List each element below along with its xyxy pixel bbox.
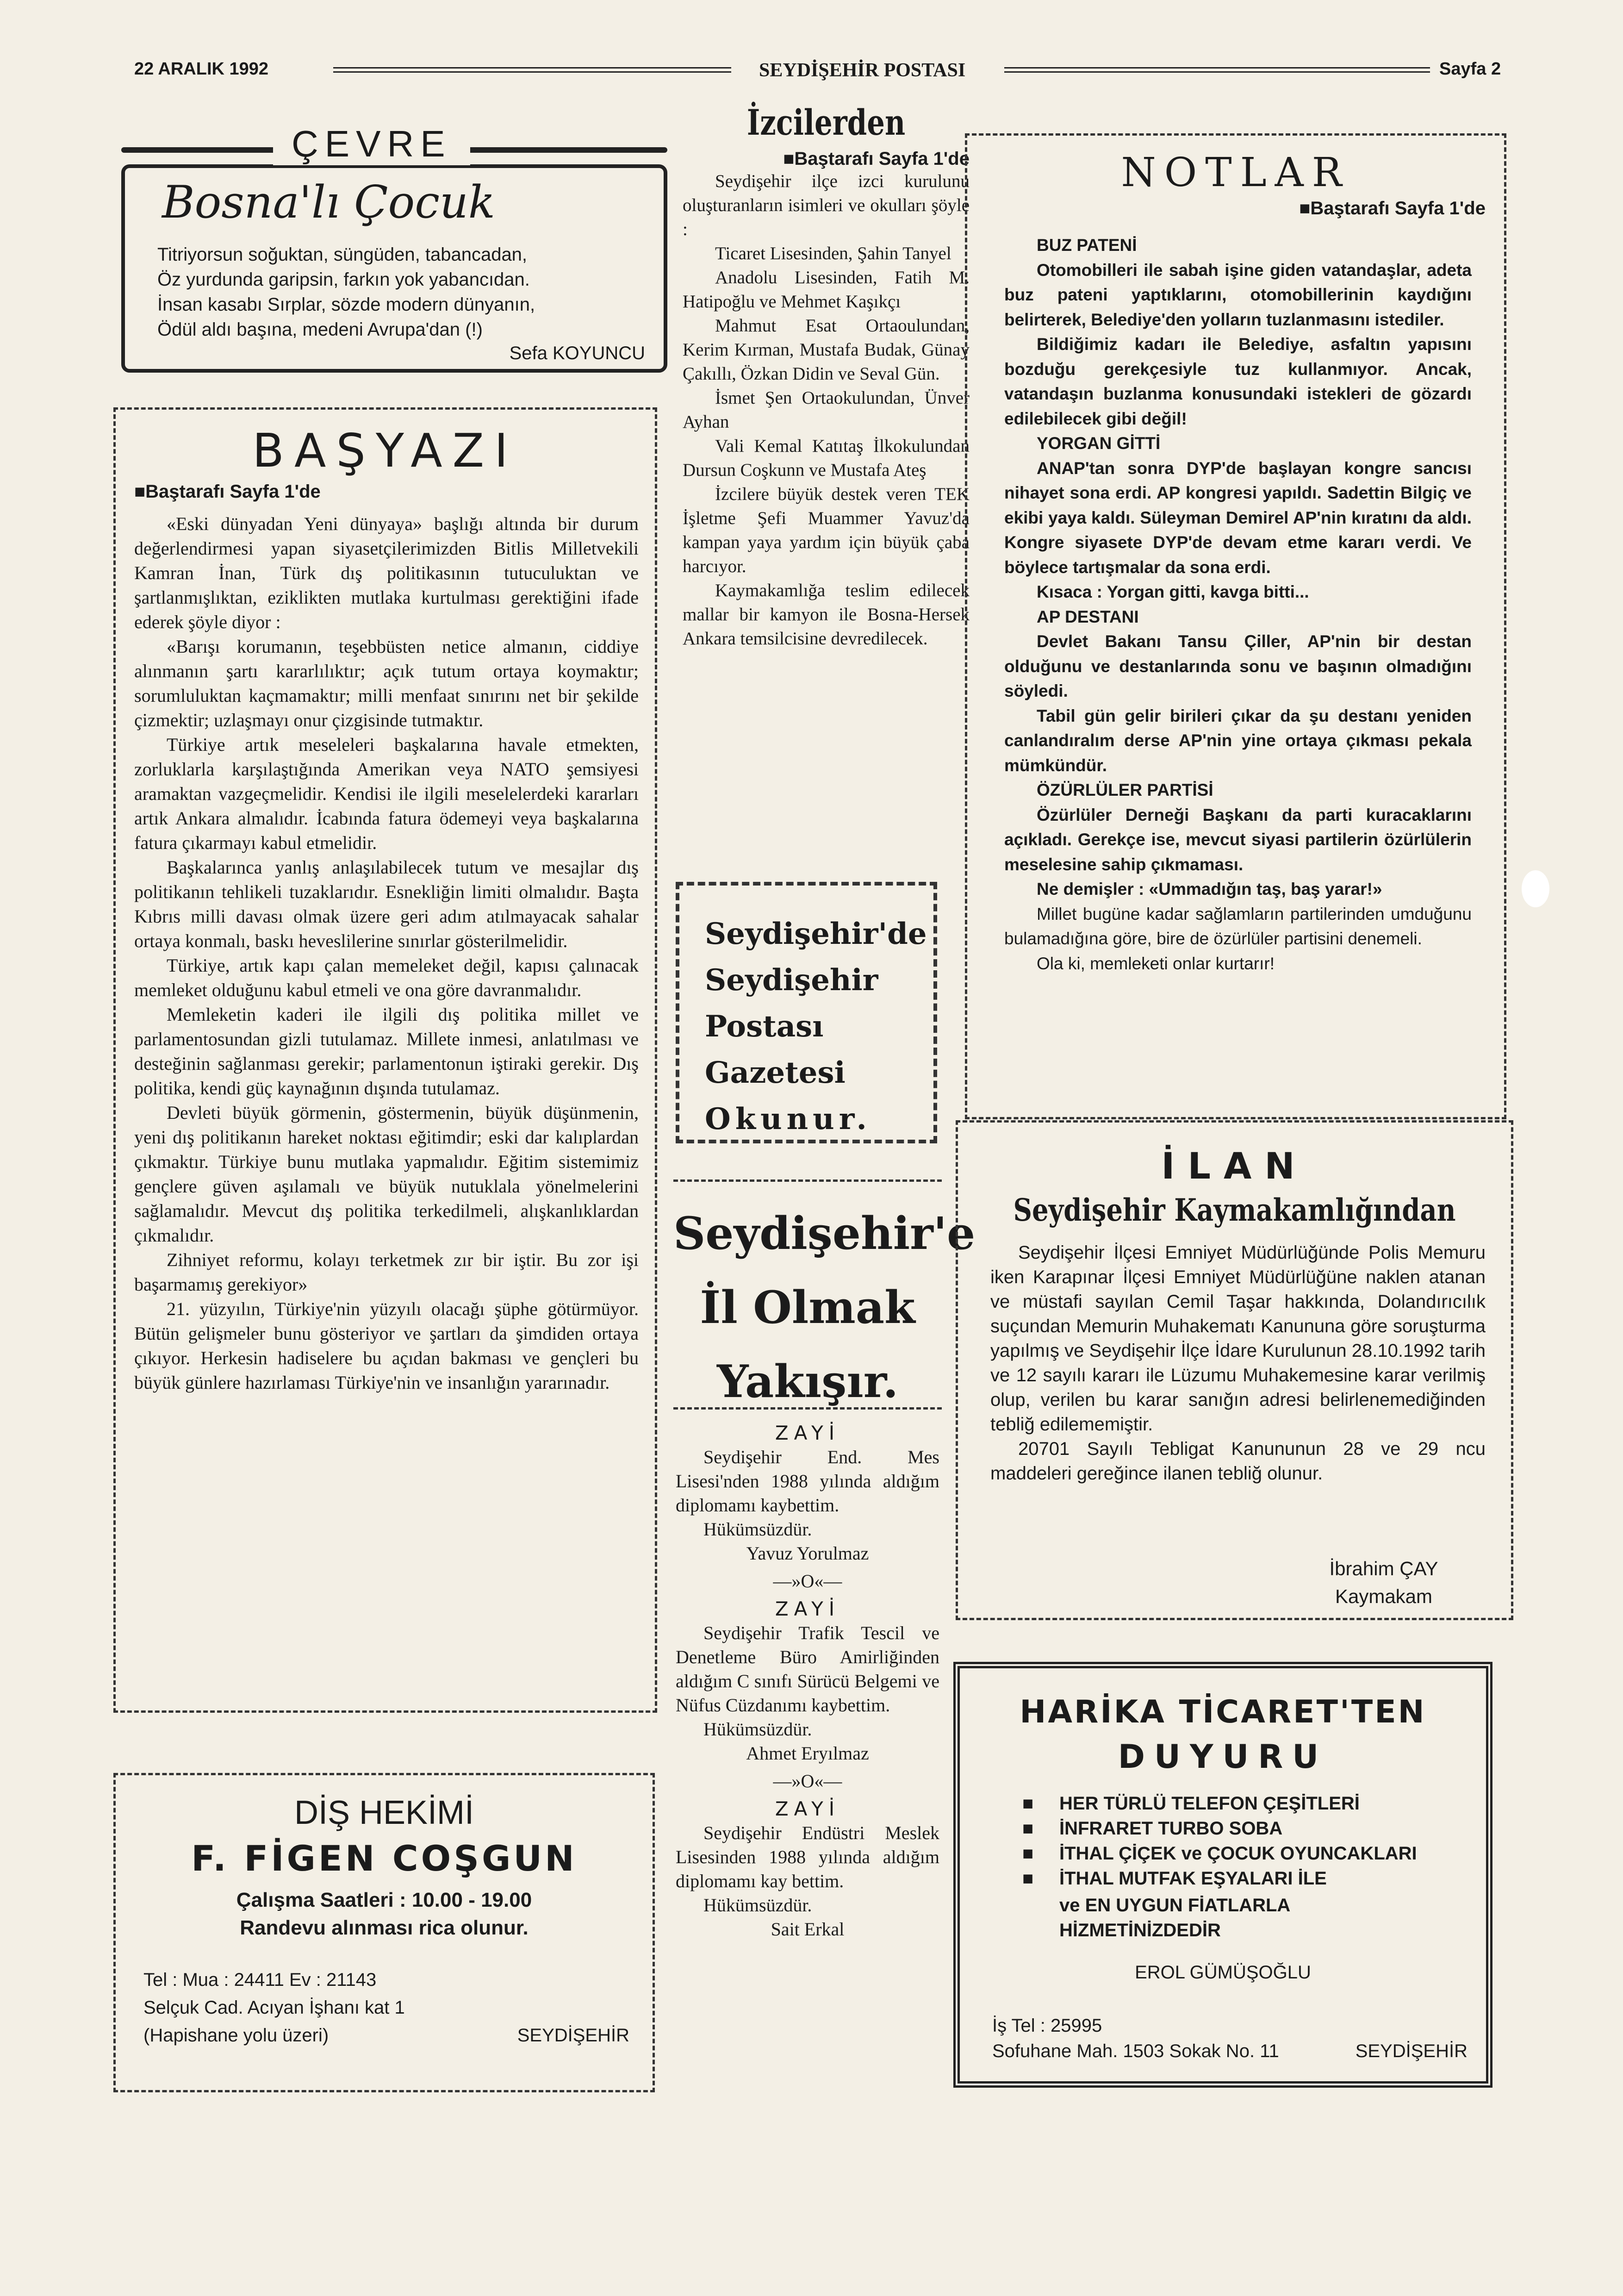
dentist-city: SEYDİŞEHİR (517, 2025, 629, 2046)
harika-extra-line: HİZMETİNİZDEDİR (1059, 1920, 1221, 1940)
ilan-role: Kaymakam (1335, 1585, 1433, 1607)
harika-phone: İş Tel : 25995 (992, 2015, 1102, 2036)
basyazi-title: BAŞYAZI (252, 424, 518, 478)
izciler-article (683, 102, 970, 651)
notlar-body (1004, 233, 1472, 976)
notlar-box (965, 133, 1506, 1119)
paragraph: 20701 Sayılı Tebligat Kanununun 28 ve 29 ncu maddeleri gereğince ilanen tebliğ olunur. (990, 1439, 1486, 1484)
paragraph: ANAP'tan sonra DYP'de başlayan kongre sancısı nihayet sona erdi. AP kongresi yapıldı. Sadettin Bilgiç ve ekibi yaya kaldı. Süleyman Demirel AP'nin kıratını da aldı. Kongre siyasete DYP'de devam etme kararı verdi. Ve böylece tartışmalar da sona erdi. (1004, 458, 1472, 577)
separator: —»O«— (773, 1571, 842, 1591)
paragraph: Vali Kemal Katıtaş İlkokulundan Dursun Coşkunn ve Mustafa Ateş (683, 436, 970, 480)
zayi-hukum: Hükümsüzdür. (703, 1895, 812, 1915)
okunur-line: Okunur. (705, 1102, 871, 1136)
paragraph: Bildiğimiz kadarı ile Belediye, asfaltın yapısını bozduğu gerekçesiyle tuz kullanmıyor. Ancak, vatandaşın buzlanma konusundaki istekleri de gözardı edilebilecek gibi değil! (1004, 335, 1472, 428)
newspaper-name: SEYDİŞEHİR POSTASI (759, 60, 966, 81)
basyazi-box (113, 407, 657, 1713)
slogan-bottom-rule (673, 1407, 942, 1410)
notlar-heading: BUZ PATENİ (1037, 236, 1137, 255)
dentist-title: DİŞ HEKİMİ (294, 1794, 474, 1831)
cevre-box (121, 164, 667, 373)
zayi-title: ZAYİ (775, 1422, 840, 1444)
harika-owner: EROL GÜMÜŞOĞLU (1135, 1962, 1311, 1983)
paragraph: 21. yüzyılın, Türkiye'nin yüzyılı olacağı şüphe götürmüyor. Bütün gelişmeler bunu gösteriyor ve şartları da şimdiden ortaya çıkıyor. Herkesin hadiselere bu açıdan bakması ve gençleri bu büyük günlere hazırlaması Türkiye'nin ve insanlığın yararınadır. (134, 1298, 639, 1393)
paragraph: Seydişehir ilçe izci kurulunu oluşturanların isimleri ve okulları şöyle : (683, 171, 970, 239)
poem-line: Öz yurdunda garipsin, farkın yok yabancıdan. (157, 269, 530, 290)
harika-ticaret-ad (953, 1662, 1492, 2088)
harika-title: HARİKA TİCARET'TEN (1020, 1694, 1426, 1730)
separator: —»O«— (773, 1771, 842, 1791)
paragraph: Tabil gün gelir birileri çıkar da şu destanı yeniden canlandıralım derse AP'nin yine ortaya çıkması pekala mümkündür. (1004, 706, 1472, 775)
paragraph: Mahmut Esat Ortaoulundan, Kerim Kırman, Mustafa Budak, Günay Çakıllı, Özkan Didin ve Seval Gün. (683, 316, 970, 384)
list-item: ■ İNFRARET TURBO SOBA (1022, 1816, 1467, 1841)
ilan-box (956, 1120, 1513, 1620)
poem-line: Titriyorsun soğuktan, süngüden, tabancadan, (157, 244, 528, 265)
list-item: ■ İTHAL MUTFAK EŞYALARI İLE (1022, 1866, 1467, 1891)
dis-hekimi-ad (113, 1773, 655, 2092)
okunur-text (705, 911, 927, 1142)
okunur-box (676, 882, 937, 1143)
dentist-address: Selçuk Cad. Acıyan İşhanı kat 1 (143, 1997, 405, 2018)
harika-subtitle: DUYURU (1118, 1738, 1328, 1776)
okunur-line: Gazetesi (705, 1055, 846, 1090)
paragraph: Kısaca : Yorgan gitti, kavga bitti... (1037, 582, 1309, 601)
cevre-author: Sefa KOYUNCU (509, 343, 645, 363)
masthead-rule-right (1004, 67, 1430, 73)
masthead-rule-left (333, 67, 731, 73)
zayi-name: Yavuz Yorulmaz (746, 1543, 869, 1564)
zayi-text: Seydişehir Trafik Tescil ve Denetleme Büro Amirliğinden aldığım C sınıfı Sürücü Belgemi ve Nüfus Cüzdanımı kaybettim. (676, 1622, 939, 1716)
zayi-text: Seydişehir End. Mes Lisesi'nden 1988 yılında aldığım diplomamı kaybettim. (676, 1447, 939, 1516)
paragraph: Ne demişler : «Ummadığın taş, baş yarar!» (1037, 880, 1382, 898)
slogan-top-rule (673, 1179, 942, 1182)
harika-city: SEYDİŞEHİR (1355, 2041, 1468, 2061)
page-number: Sayfa 2 (1439, 59, 1501, 79)
cevre-poem (157, 242, 535, 342)
zayi-hukum: Hükümsüzdür. (703, 1719, 812, 1740)
slogan-line: Seydişehir'e (673, 1207, 976, 1260)
paragraph: Ticaret Lisesinden, Şahin Tanyel (715, 243, 951, 263)
cevre-section-title: ÇEVRE (273, 123, 470, 165)
ilan-subtitle: Seydişehir Kaymakamlığından (1013, 1192, 1456, 1228)
zayi-title: ZAYİ (775, 1797, 840, 1820)
izciler-body (683, 169, 970, 651)
paragraph: Türkiye, artık kapı çalan memeleket değil, kapısı çalınacak memleket olduğunu kabul etmeli ve ona göre davranmalıdır. (134, 955, 639, 1000)
dentist-name: F. FİGEN COŞGUN (191, 1838, 577, 1879)
notlar-continued: ■Baştarafı Sayfa 1'de (1299, 198, 1486, 218)
notlar-title: NOTLAR (1121, 150, 1350, 196)
izciler-continued: ■Baştarafı Sayfa 1'de (783, 149, 970, 169)
paragraph: İzcilere büyük destek veren TEK İşletme Şefi Muammer Yavuz'da kampan yaya yardım için büyük çaba harcıyor. (683, 484, 970, 576)
ilan-title: İLAN (1161, 1146, 1308, 1187)
paragraph: Ola ki, memleketi onlar kurtarır! (1037, 954, 1275, 973)
cevre-poem-title: Bosna'lı Çocuk (162, 176, 495, 228)
paragraph: Otomobilleri ile sabah işine giden vatandaşlar, adeta buz pateni yaptıklarını, otomobillerinin kaydığını belirterek, Belediye'den yolların tuzlanmasını istediler. (1004, 260, 1472, 329)
okunur-line: Postası (705, 1009, 824, 1044)
zayi-name: Sait Erkal (771, 1919, 845, 1940)
basyazi-body (134, 512, 639, 1395)
harika-address: Sofuhane Mah. 1503 Sokak No. 11 (992, 2041, 1279, 2061)
paragraph: Millet bugüne kadar sağlamların partilerinden umduğunu bulamadığına göre, bire de özürlüler partisini denemeli. (1004, 904, 1472, 948)
paragraph: Zihniyet reformu, kolayı terketmek zır bir iştir. Bu zor işi başarmamış gerekiyor» (134, 1249, 639, 1295)
paragraph: Devleti büyük görmenin, göstermenin, büyük düşünmenin, yeni dış politikanın hareket noktası eğitimdir; eski dar kalıplardan çıkmaktır. Türkiye bunu mutlaka yapmalıdır. Eğitim sistemimiz gençlere güven aşılamalı ve büyük nutuklala yönelmelerini sağlamalıdır. Mevcut dış politika terkedilmeli, alışkanlıklardan çıkmalıdır. (134, 1102, 639, 1246)
poem-line: İnsan kasabı Sırplar, sözde modern dünyanın, (157, 294, 535, 315)
zayi-title: ZAYİ (775, 1597, 840, 1620)
okunur-line: Seydişehir (705, 963, 878, 998)
paragraph: Özürlüler Derneği Başkanı da parti kuracaklarını açıkladı. Gerekçe ise, mevcut siyasi partilerin özürlülerin meselesine sahip çıkmaması. (1004, 805, 1472, 874)
paragraph: İsmet Şen Ortaokulundan, Ünver Ayhan (683, 388, 970, 432)
paragraph: «Barışı korumanın, teşebbüsten netice almanın, ciddiye alınmanın şartı kararlılıktır; açık tutum ortaya koymaktır; sorumluluktan kaçmamaktır; milli menfaat sınırını net bir şekilde çizmektir; uzlaşmayı onur çizgisinde tutmaktır. (134, 636, 639, 730)
list-item: ■ İTHAL ÇİÇEK ve ÇOCUK OYUNCAKLARI (1022, 1841, 1467, 1866)
paragraph: Devlet Bakanı Tansu Çiller, AP'nin bir destan olduğunu ve destanlarında sonu ve başının olmadığını söyledi. (1004, 632, 1472, 700)
dentist-address-note: (Hapishane yolu üzeri) (143, 2025, 329, 2046)
zayi-text: Seydişehir Endüstri Meslek Lisesinden 1988 yılında aldığım diplomamı kay bettim. (676, 1822, 939, 1891)
dentist-phone: Tel : Mua : 24411 Ev : 21143 (143, 1970, 377, 1990)
notlar-heading: AP DESTANI (1037, 607, 1139, 626)
appointment-note: Randevu alınması rica olunur. (240, 1916, 529, 1939)
paragraph: «Eski dünyadan Yeni dünyaya» başlığı altında bir durum değerlendirmesi yapan siyasetçilerimizden Bitlis Milletvekili Kamran İnan, Türk dış politikasının tutuculuktan ve şartlanmışlıktan, eziklikten mutlaka kurtulması gerektiğini ifade ederek şöyle diyor : (134, 513, 639, 632)
paragraph: Seydişehir İlçesi Emniyet Müdürlüğünde Polis Memuru iken Karapınar İlçesi Emniyet Müdürlüğüne naklen atanan ve müstafi sayılan Cemil Taşar hakkında, Dolandırıcılık suçundan Memurin Muhakematı Kanununa göre soruşturma yapılmış ve Seydişehir İlçe İdare Kurulunun 28.10.1992 tarih ve 12 sayılı kararı ile Lüzumu Muhakemesine karar verilmiş olup, verilen bu karar sanığın adresi belirlenemediğinden tebliğ edilememiştir. (990, 1242, 1486, 1435)
harika-extra (1059, 1893, 1290, 1943)
notlar-heading: YORGAN GİTTİ (1037, 434, 1161, 453)
issue-date: 22 ARALIK 1992 (134, 59, 269, 79)
izciler-title: İzcilerden (746, 102, 906, 143)
slogan-line: İl Olmak (700, 1281, 915, 1334)
notlar-heading: ÖZÜRLÜLER PARTİSİ (1037, 780, 1213, 799)
paragraph: Memleketin kaderi ile ilgili dış politika millet ve parlamentosundan gizli tutulamaz. Millete inmesi, anlatılması ve desteğinin sağlanması gerekir; parlamentonun iştiraki gerekir. Dış politika, kendi güç kaynağının dışında tutulamaz. (134, 1004, 639, 1098)
harika-extra-line: ve EN UYGUN FİATLARLA (1059, 1895, 1291, 1915)
punch-hole (1522, 870, 1549, 907)
working-hours: Çalışma Saatleri : 10.00 - 19.00 (236, 1889, 532, 1911)
zayi-notices (676, 1421, 939, 1941)
paragraph: Başkalarınca yanlış anlaşılabilecek tutum ve mesajlar dış politikanın tehlikeli tuzaklarıdır. Esnekliğin limiti olmalıdır. Başta Kıbrıs milli davası olmak üzere geri adım atılmayacak sahalar ortaya konmalı, baskı heveslilerine sınırlar gösterilmelidir. (134, 857, 639, 951)
ilan-body (990, 1241, 1486, 1486)
zayi-hukum: Hükümsüzdür. (703, 1519, 812, 1540)
okunur-line: Seydişehir'de (705, 917, 927, 951)
zayi-name: Ahmet Eryılmaz (746, 1743, 869, 1764)
paragraph: Anadolu Lisesinden, Fatih M. Hatipoğlu ve Mehmet Kaşıkçı (683, 268, 970, 312)
list-item: ■ HER TÜRLÜ TELEFON ÇEŞİTLERİ (1022, 1791, 1467, 1816)
paragraph: Kaymakamlığa teslim edilecek mallar bir kamyon ile Bosna-Hersek Ankara temsilcisine devredilecek. (683, 580, 970, 649)
slogan (673, 1197, 976, 1419)
ilan-signer: İbrahim ÇAY (1329, 1558, 1438, 1579)
slogan-line: Yakışır. (717, 1355, 898, 1408)
poem-line: Ödül aldı başına, medeni Avrupa'dan (!) (157, 319, 483, 340)
harika-product-list (1022, 1791, 1467, 1891)
paragraph: Türkiye artık meseleleri başkalarına havale etmekten, zorluklarla karşılaştığında Amerikan veya NATO şemsiyesi aramaktan vazgeçmelidir. Kendisi ile ilgili meselelerdeki kararları artık Ankara almalıdır. İcabında fatura ödemeyi veya başkalarına fatura çıkarmayı kabul etmelidir. (134, 734, 639, 853)
basyazi-continued: ■Baştarafı Sayfa 1'de (134, 481, 321, 502)
